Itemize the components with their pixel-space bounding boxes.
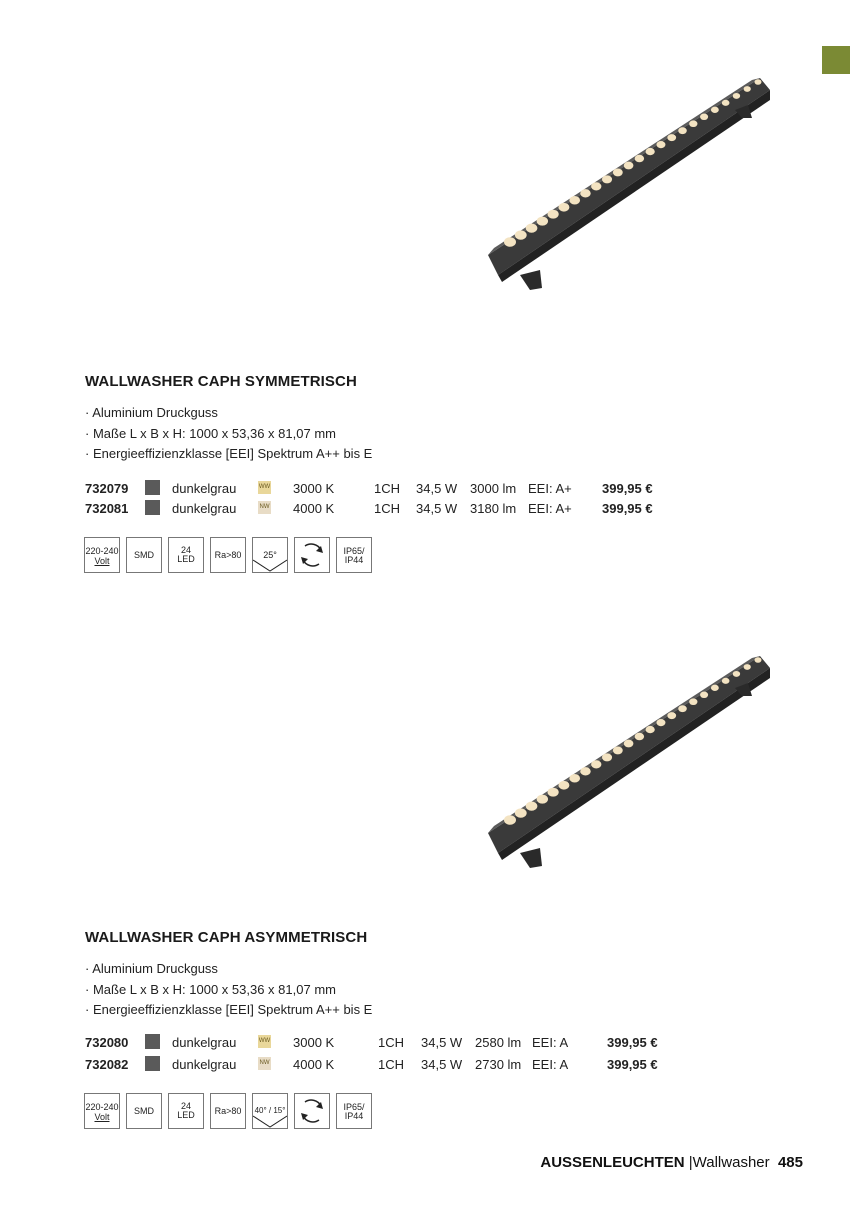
led-dot	[569, 774, 580, 783]
light-color-badge: WW	[258, 481, 271, 494]
page-footer	[540, 1154, 803, 1171]
color-name: dunkelgrau	[172, 501, 237, 516]
feature-item: · Aluminium Druckguss	[85, 959, 372, 980]
led-dot	[700, 114, 708, 120]
channel: 1CH	[374, 481, 401, 496]
price: 399,95 €	[607, 1035, 658, 1050]
cri-icon: Ra>80	[210, 537, 246, 573]
cri-icon: Ra>80	[210, 1093, 246, 1129]
led-dot	[711, 685, 719, 691]
color-swatch	[145, 500, 160, 515]
energy-class: EEI: A	[532, 1057, 569, 1072]
feature-list	[85, 959, 372, 1021]
page-number: 485	[777, 1154, 803, 1171]
light-color-badge: NW	[258, 501, 271, 514]
color-name: dunkelgrau	[172, 1035, 237, 1050]
feature-item: · Aluminium Druckguss	[85, 403, 372, 424]
rotatable-icon	[294, 1093, 330, 1129]
led-dot	[580, 767, 590, 775]
led-dot	[537, 795, 548, 804]
led-dot	[711, 107, 719, 113]
variant-row	[85, 1035, 670, 1053]
price: 399,95 €	[607, 1057, 658, 1072]
led-dot	[667, 712, 676, 719]
color-swatch	[145, 1034, 160, 1049]
led-dot	[624, 162, 634, 170]
variant-row	[85, 1057, 670, 1075]
power: 34,5 W	[416, 481, 458, 496]
light-color-badge: WW	[258, 1035, 271, 1048]
led-dot	[744, 86, 751, 92]
lamp-body	[488, 656, 770, 868]
article-number: 732082	[85, 1057, 129, 1072]
channel: 1CH	[378, 1057, 405, 1072]
product-title: WALLWASHER CAPH SYMMETRISCH	[85, 373, 357, 390]
feature-item: · Energieeffizienzklasse [EEI] Spektrum A++ bis E	[85, 444, 372, 465]
color-temperature: 4000 K	[293, 501, 335, 516]
led-dot	[689, 120, 697, 127]
variant-row	[85, 481, 665, 499]
variant-row	[85, 501, 665, 519]
article-number: 732080	[85, 1035, 129, 1050]
price: 399,95 €	[602, 501, 653, 516]
power: 34,5 W	[421, 1035, 463, 1050]
color-temperature: 3000 K	[293, 481, 335, 496]
led-dot	[755, 657, 762, 663]
led-dot	[504, 815, 516, 825]
ip-rating-icon: IP65/ IP44	[336, 1093, 372, 1129]
led-dot	[624, 740, 634, 748]
lamp-body	[488, 78, 770, 290]
led-count-icon: 24 LED	[168, 1093, 204, 1129]
color-temperature: 3000 K	[293, 1035, 335, 1050]
led-dot	[602, 753, 612, 761]
energy-class: EEI: A+	[528, 501, 572, 516]
ip-rating-icon: IP65/ IP44	[336, 537, 372, 573]
led-dot	[755, 79, 762, 85]
power: 34,5 W	[421, 1057, 463, 1072]
color-temperature: 4000 K	[293, 1057, 335, 1072]
led-dot	[548, 210, 559, 219]
led-dot	[548, 788, 559, 797]
led-dot	[656, 141, 665, 148]
led-dot	[613, 747, 623, 755]
feature-item: · Energieeffizienzklasse [EEI] Spektrum A++ bis E	[85, 1000, 372, 1021]
smd-icon: SMD	[126, 537, 162, 573]
product-title: WALLWASHER CAPH ASYMMETRISCH	[85, 929, 368, 946]
luminous-flux: 3180 lm	[470, 501, 517, 516]
led-dot	[733, 93, 740, 99]
product-image-asymmetric	[480, 648, 780, 873]
product-image-symmetric	[480, 70, 780, 295]
footer-separator: |	[688, 1154, 693, 1171]
color-swatch	[145, 480, 160, 495]
led-dot	[678, 705, 687, 712]
led-dot	[689, 698, 697, 705]
led-dot	[558, 203, 569, 212]
led-dot	[646, 726, 655, 733]
voltage-icon: 220-240 Volt	[84, 537, 120, 573]
led-dot	[526, 801, 538, 810]
led-dot	[733, 671, 740, 677]
led-dot	[580, 189, 590, 197]
channel: 1CH	[378, 1035, 405, 1050]
voltage-icon: 220-240 Volt	[84, 1093, 120, 1129]
channel: 1CH	[374, 501, 401, 516]
rotatable-icon	[294, 537, 330, 573]
price: 399,95 €	[602, 481, 653, 496]
article-number: 732081	[85, 501, 129, 516]
energy-class: EEI: A	[532, 1035, 569, 1050]
color-name: dunkelgrau	[172, 481, 237, 496]
light-color-badge: NW	[258, 1057, 271, 1070]
luminous-flux: 2730 lm	[475, 1057, 522, 1072]
led-dot	[722, 100, 730, 106]
led-dot	[678, 127, 687, 134]
led-dot	[602, 175, 612, 183]
led-dot	[504, 237, 516, 247]
color-swatch	[145, 1056, 160, 1071]
led-dot	[515, 230, 527, 239]
smd-icon: SMD	[126, 1093, 162, 1129]
feature-list	[85, 403, 372, 465]
led-dot	[591, 182, 601, 190]
led-dot	[744, 664, 751, 670]
led-dot	[591, 760, 601, 768]
energy-class: EEI: A+	[528, 481, 572, 496]
chapter-tab	[822, 46, 850, 74]
footer-category: AUSSENLEUCHTEN	[540, 1154, 685, 1171]
led-dot	[537, 217, 548, 226]
led-dot	[569, 196, 580, 205]
led-dot	[722, 678, 730, 684]
led-dot	[656, 719, 665, 726]
led-dot	[526, 223, 538, 232]
color-name: dunkelgrau	[172, 1057, 237, 1072]
led-dot	[613, 169, 623, 177]
beam-angle-icon: 25°	[252, 537, 288, 573]
feature-item: · Maße L x B x H: 1000 x 53,36 x 81,07 mm	[85, 424, 372, 445]
luminous-flux: 3000 lm	[470, 481, 517, 496]
beam-angle-icon: 40° / 15°	[252, 1093, 288, 1129]
led-dot	[646, 148, 655, 155]
led-count-icon: 24 LED	[168, 537, 204, 573]
led-dot	[635, 155, 644, 163]
led-dot	[700, 692, 708, 698]
power: 34,5 W	[416, 501, 458, 516]
led-dot	[515, 808, 527, 817]
luminous-flux: 2580 lm	[475, 1035, 522, 1050]
article-number: 732079	[85, 481, 129, 496]
led-dot	[635, 733, 644, 741]
led-dot	[667, 134, 676, 141]
footer-subcategory: Wallwasher	[692, 1154, 770, 1171]
feature-item: · Maße L x B x H: 1000 x 53,36 x 81,07 mm	[85, 980, 372, 1001]
led-dot	[558, 781, 569, 790]
